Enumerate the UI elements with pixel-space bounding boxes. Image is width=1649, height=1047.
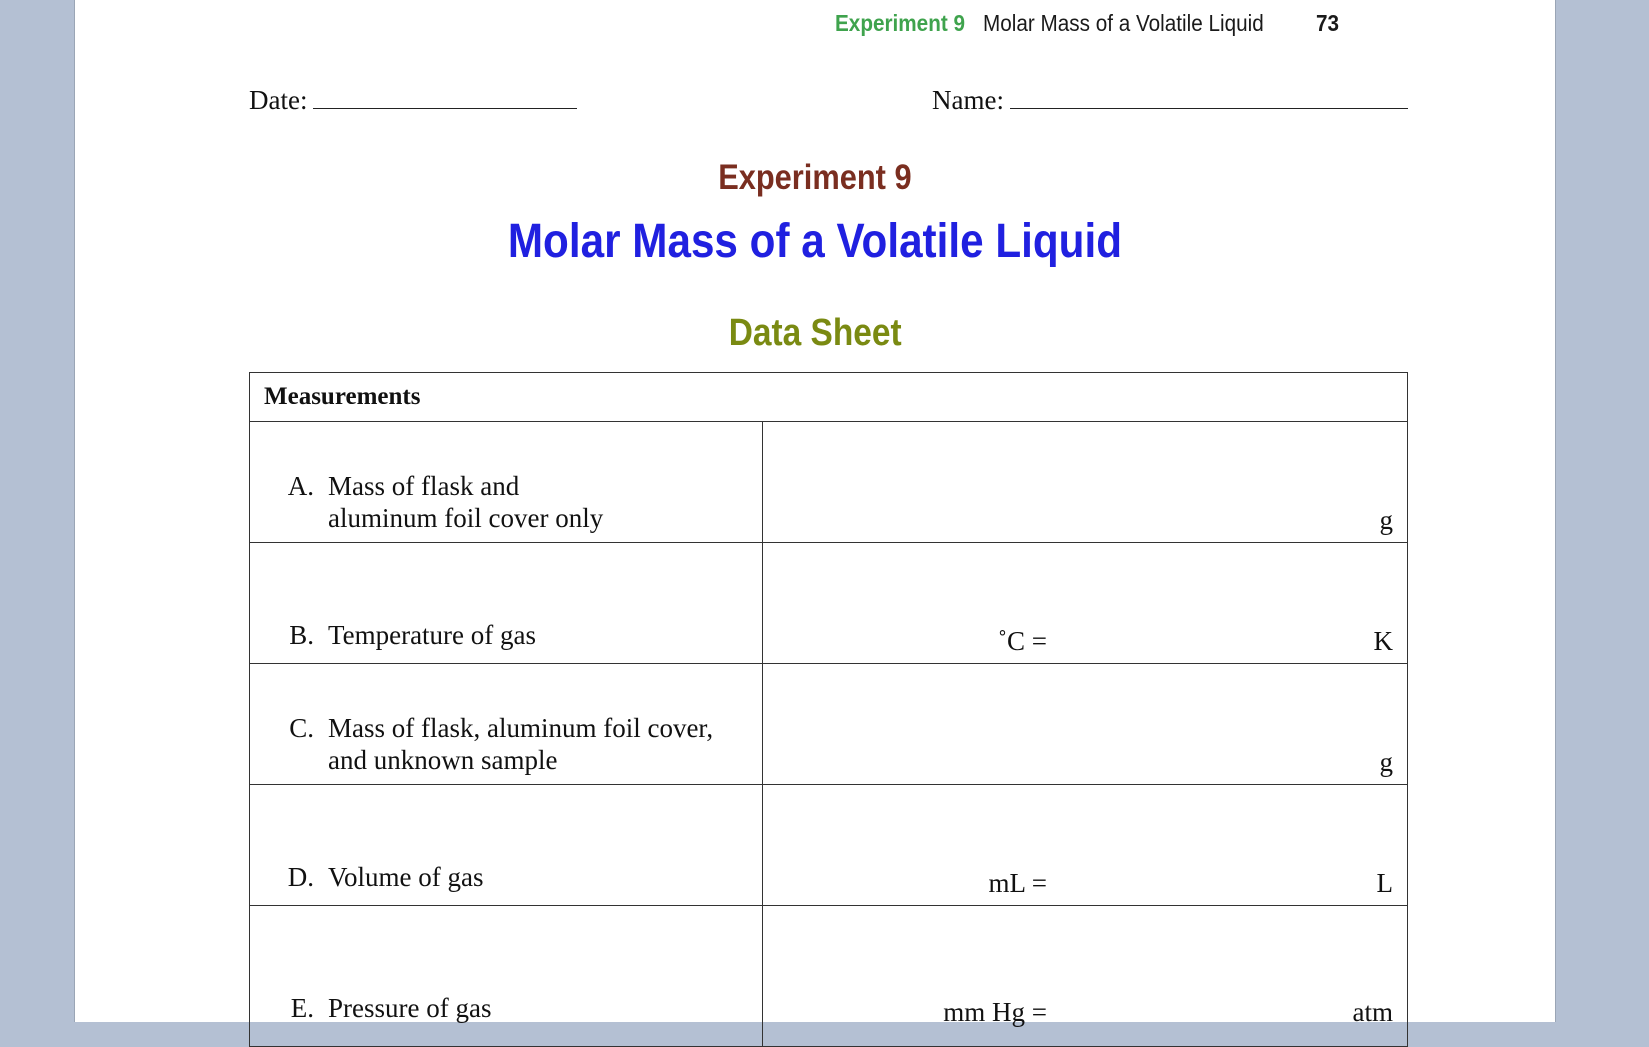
name-label: Name: xyxy=(932,85,1004,115)
row-letter: E. xyxy=(290,993,314,1023)
row-label-cell xyxy=(250,664,763,784)
row-label xyxy=(274,861,484,893)
row-label-cell xyxy=(250,543,763,663)
name-blank-line[interactable] xyxy=(1010,84,1408,109)
table-row-b xyxy=(250,543,1407,664)
row-value-cell[interactable] xyxy=(763,664,1407,784)
unit-mid: ˚C = xyxy=(998,626,1047,656)
row-label xyxy=(274,619,536,651)
row-text: Mass of flask and aluminum foil cover only xyxy=(328,471,604,533)
row-value-cell[interactable] xyxy=(763,543,1407,663)
table-row-d xyxy=(250,785,1407,906)
row-text: Pressure of gas xyxy=(328,993,492,1023)
page-number: 73 xyxy=(1315,10,1339,36)
unit-right: g xyxy=(1379,747,1393,777)
experiment-heading xyxy=(75,158,1555,198)
unit-right: atm xyxy=(1352,997,1393,1027)
row-label-cell xyxy=(250,422,763,542)
running-header-experiment: Experiment 9 xyxy=(835,10,966,36)
table-row-c xyxy=(250,664,1407,785)
row-label xyxy=(274,470,603,534)
running-header xyxy=(835,10,1339,37)
date-blank-line[interactable] xyxy=(313,84,577,109)
row-letter: A. xyxy=(287,471,314,501)
table-row-e xyxy=(250,906,1407,1047)
unit-right: K xyxy=(1373,626,1393,656)
table-header: Measurements xyxy=(250,373,1407,422)
row-letter: D. xyxy=(287,862,314,892)
date-label: Date: xyxy=(249,85,308,115)
row-text: Volume of gas xyxy=(328,862,484,892)
unit-mid: mm Hg = xyxy=(943,997,1047,1027)
row-letter: C. xyxy=(289,713,314,743)
data-sheet-heading-text: Data Sheet xyxy=(728,312,902,354)
row-text: Mass of flask, aluminum foil cover, and unknown sample xyxy=(328,713,714,775)
row-text: Temperature of gas xyxy=(328,620,537,650)
unit-mid: mL = xyxy=(988,868,1047,898)
date-field xyxy=(249,84,577,116)
data-sheet-heading xyxy=(75,312,1555,355)
measurements-table xyxy=(249,372,1408,1047)
running-header-title: Molar Mass of a Volatile Liquid xyxy=(983,10,1264,36)
unit-right: g xyxy=(1379,505,1393,535)
name-field xyxy=(932,84,1408,116)
page-title-text: Molar Mass of a Volatile Liquid xyxy=(507,215,1123,268)
table-row-a xyxy=(250,422,1407,543)
row-label-cell xyxy=(250,906,763,1046)
row-value-cell[interactable] xyxy=(763,906,1407,1046)
row-label-cell xyxy=(250,785,763,905)
document-page xyxy=(74,0,1556,1027)
row-label xyxy=(274,992,491,1024)
experiment-heading-text: Experiment 9 xyxy=(718,158,912,197)
page-title xyxy=(75,214,1555,269)
row-value-cell[interactable] xyxy=(763,422,1407,542)
row-value-cell[interactable] xyxy=(763,785,1407,905)
row-label xyxy=(274,712,713,776)
row-letter: B. xyxy=(289,620,314,650)
unit-right: L xyxy=(1376,868,1393,898)
